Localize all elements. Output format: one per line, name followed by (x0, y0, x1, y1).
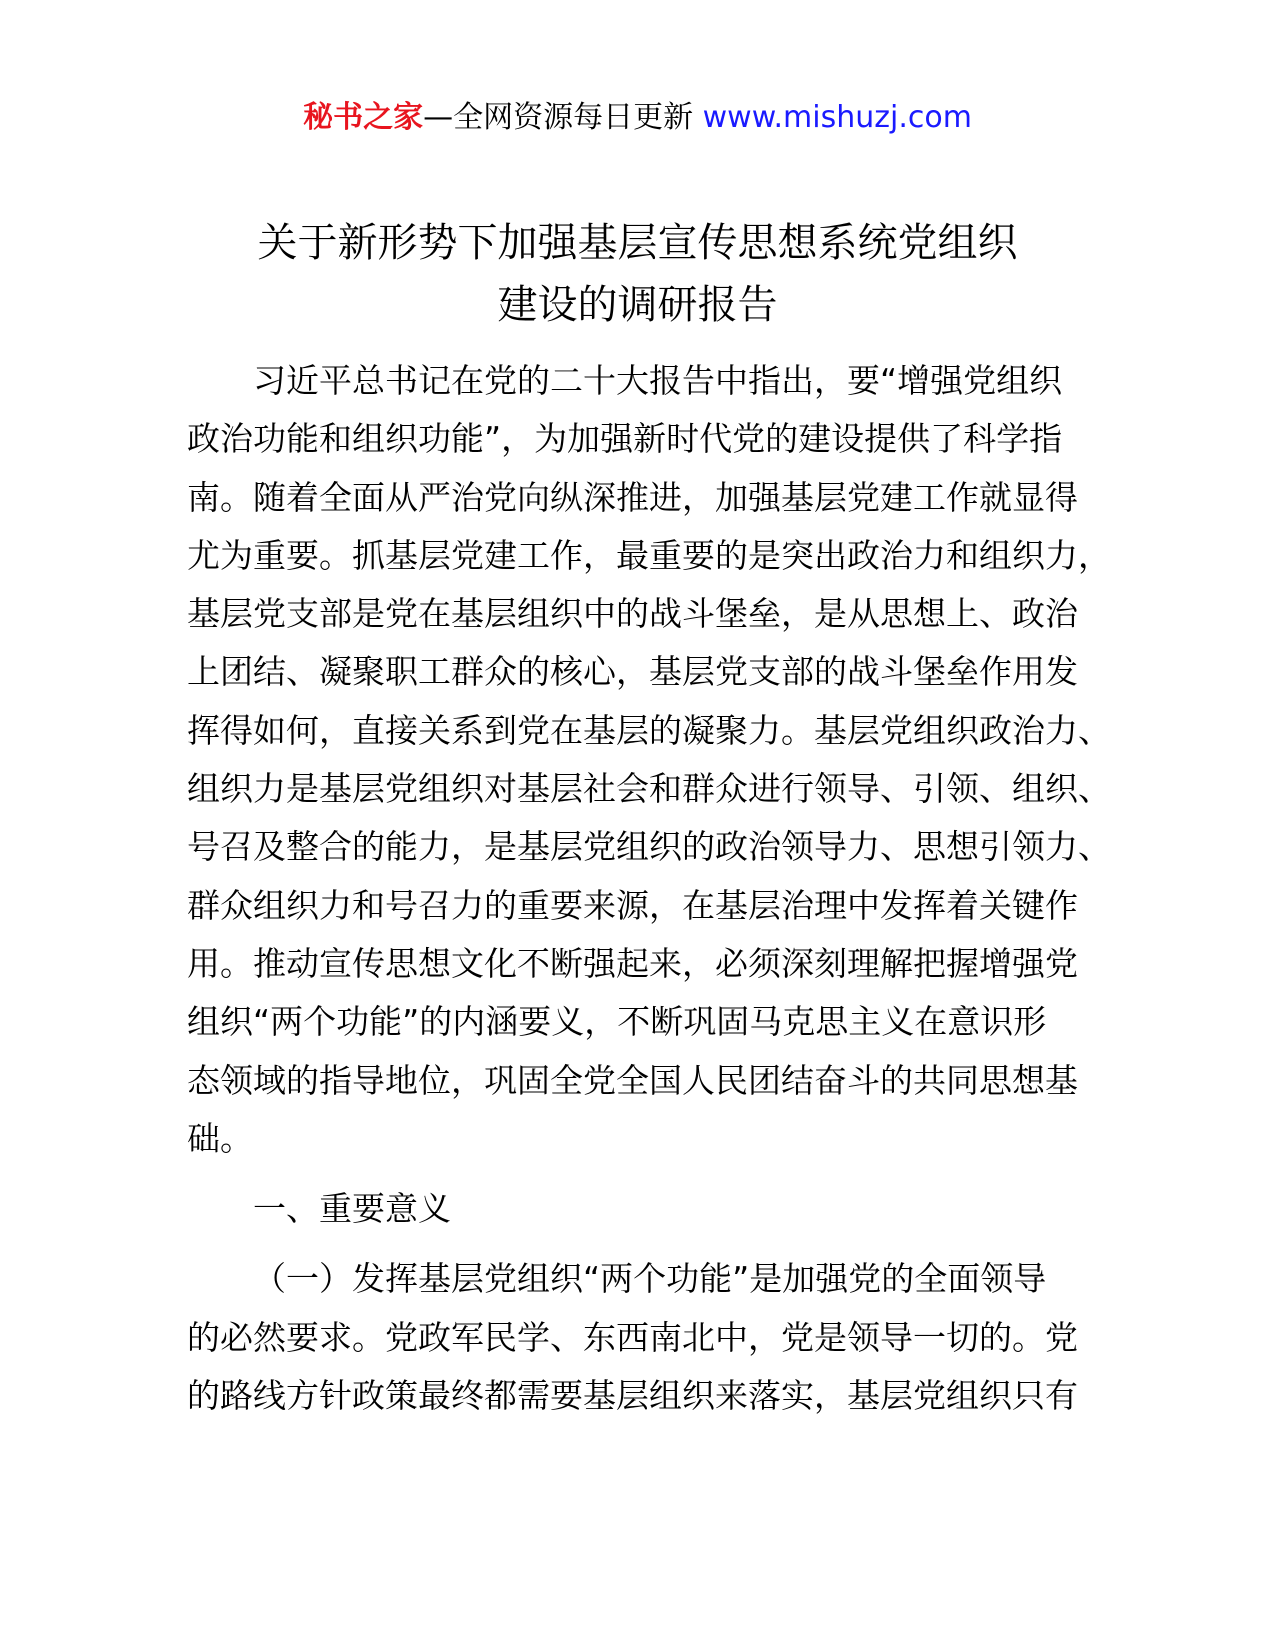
document-body (187, 352, 1111, 1425)
paragraph-line: 政治功能和组织功能”，为加强新时代党的建设提供了科学指 (187, 419, 1063, 459)
paragraph-line: 用。推动宣传思想文化不断强起来，必须深刻理解把握增强党 (187, 943, 1078, 983)
paragraph-line: 挥得如何，直接关系到党在基层的凝聚力。基层党组织政治力、 (187, 710, 1111, 750)
header-tagline: —全网资源每日更新 (423, 100, 703, 135)
document-title (0, 212, 1275, 336)
paragraph-line: 础。 (187, 1118, 253, 1158)
paragraph-line: 尤为重要。抓基层党建工作，最重要的是突出政治力和组织力， (187, 535, 1111, 575)
paragraph-line: （一）发挥基层党组织“两个功能”是加强党的全面领导 (253, 1259, 1047, 1299)
brand-name: 秘书之家 (303, 100, 424, 135)
paragraph-line: 组织“两个功能”的内涵要义，不断巩固马克思主义在意识形 (187, 1002, 1047, 1042)
paragraph-line: 组织力是基层党组织对基层社会和群众进行领导、引领、组织、 (187, 769, 1111, 809)
spacer (187, 1168, 1087, 1180)
paragraph-line: 号召及整合的能力，是基层党组织的政治领导力、思想引领力、 (187, 827, 1111, 867)
paragraph-line: 上团结、凝聚职工群众的核心，基层党支部的战斗堡垒作用发 (187, 652, 1078, 692)
title-line-2: 建设的调研报告 (497, 282, 778, 328)
paragraph-line: 基层党支部是党在基层组织中的战斗堡垒，是从思想上、政治 (187, 594, 1078, 634)
paragraph-line: 群众组织力和号召力的重要来源，在基层治理中发挥着关键作 (187, 885, 1078, 925)
site-url-link[interactable]: www.mishuzj.com (702, 100, 972, 135)
section-paragraph (187, 1250, 1087, 1425)
title-line-1: 关于新形势下加强基层宣传思想系统党组织 (257, 220, 1018, 266)
intro-paragraph (187, 352, 1111, 1168)
site-header (0, 98, 1275, 138)
section-heading: 一、重要意义 (253, 1189, 451, 1229)
paragraph-line: 南。随着全面从严治党向纵深推进，加强基层党建工作就显得 (187, 477, 1078, 517)
spacer (187, 1238, 1087, 1250)
paragraph-line: 的路线方针政策最终都需要基层组织来落实，基层党组织只有 (187, 1376, 1078, 1416)
paragraph-line: 态领域的指导地位，巩固全党全国人民团结奋斗的共同思想基 (187, 1060, 1078, 1100)
paragraph-line: 习近平总书记在党的二十大报告中指出，要“增强党组织 (253, 361, 1063, 400)
paragraph-line: 的必然要求。党政军民学、东西南北中，党是领导一切的。党 (187, 1317, 1078, 1357)
